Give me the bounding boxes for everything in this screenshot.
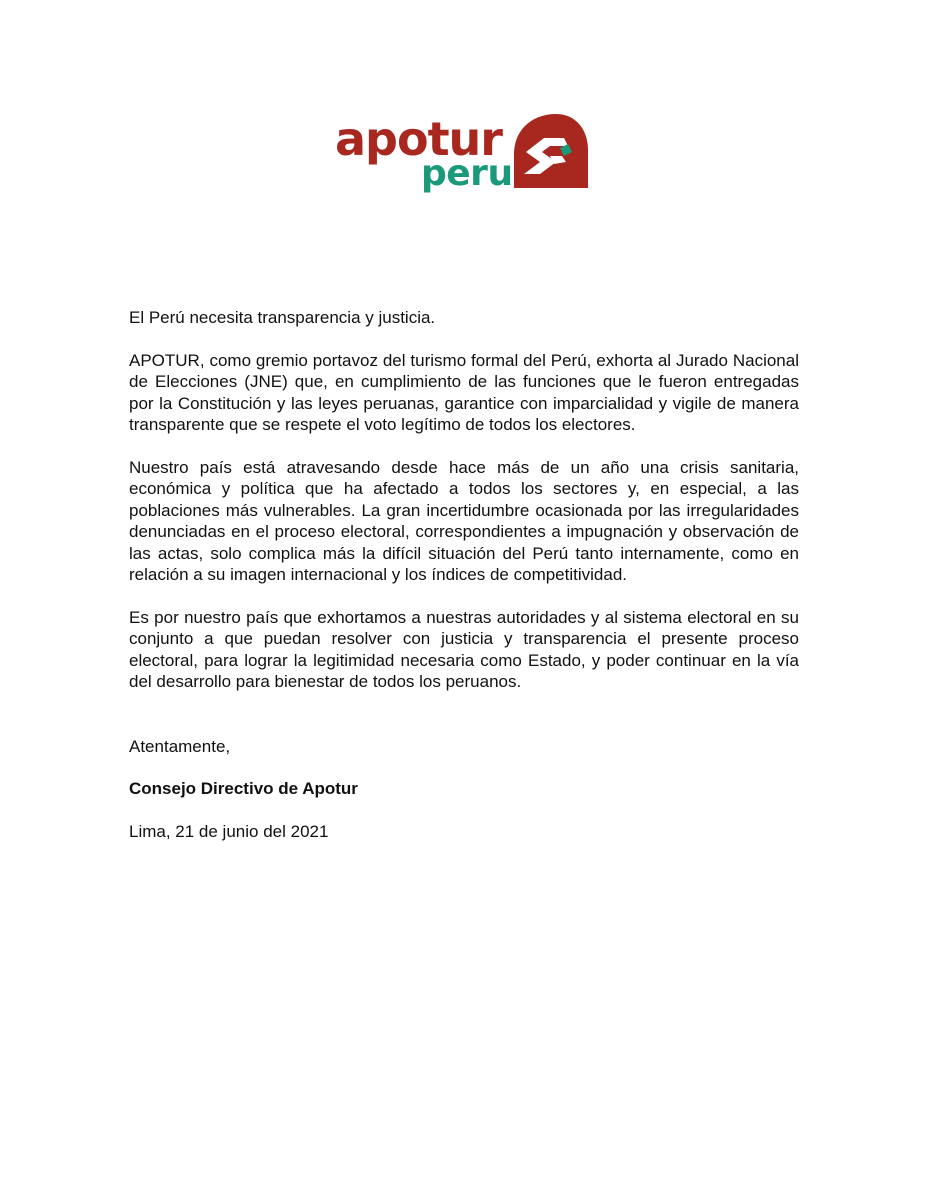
logo-wordmark-apotur: apotur: [335, 112, 502, 166]
letter-place-date: Lima, 21 de junio del 2021: [129, 821, 329, 841]
letter-paragraph-3: Es por nuestro país que exhortamos a nuestras autoridades y al sistema electoral en su conjunto a que puedan resolver con justicia y transparencia el presente proceso electoral, para lograr la legitimidad necesaria como Estado, y poder continuar en la vía del desarrollo para bienestar de todos los peruanos.: [129, 607, 799, 691]
apotur-logo: [335, 110, 595, 195]
logo-wordmark-peru: peru: [421, 153, 513, 194]
letter-paragraph-1: APOTUR, como gremio portavoz del turismo formal del Perú, exhorta al Jurado Nacional de Elecciones (JNE) que, en cumplimiento de las funciones que le fueron entregadas por la Constitución y las leyes peruanas, garantice con imparcialidad y vigile de manera transparente que se respete el voto legítimo de todos los electores.: [129, 350, 799, 434]
letter-body: [129, 307, 799, 863]
letter-signature: Consejo Directivo de Apotur: [129, 779, 358, 798]
letter-paragraph-2: Nuestro país está atravesando desde hace más de un año una crisis sanitaria, económica y política que ha afectado a todos los sectores y, en especial, a las poblaciones más vulnerables. La gran incertidumbre ocasionada por las irregularidades denunciadas en el proceso electoral, correspondientes a impugnación y observación de las actas, solo complica más la difícil situación del Perú tanto internamente, como en relación a su imagen internacional y los índices de competitividad.: [129, 457, 799, 584]
logo-spiral-mark-icon: [510, 112, 590, 188]
letter-closing: Atentamente,: [129, 736, 231, 756]
letter-heading: El Perú necesita transparencia y justicia.: [129, 308, 436, 327]
